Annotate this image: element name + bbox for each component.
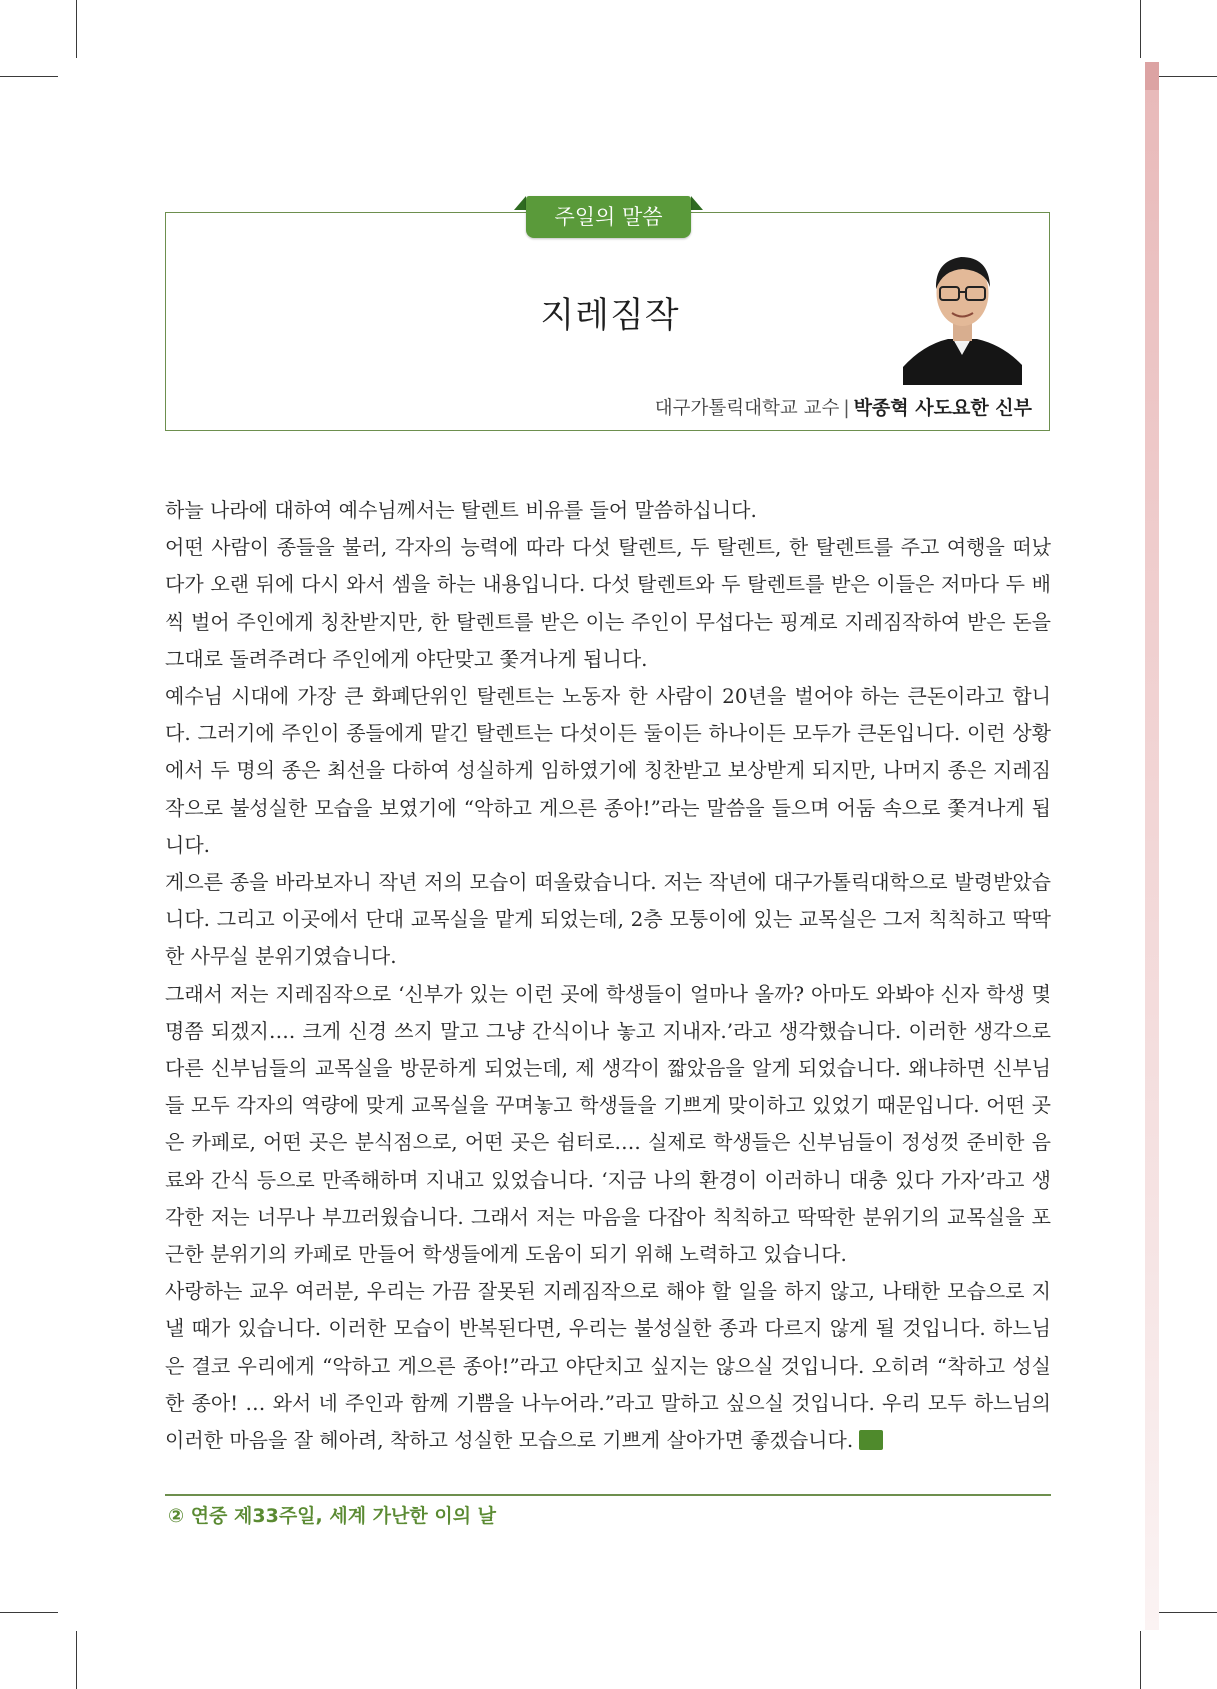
side-color-strip xyxy=(1145,62,1159,1630)
author-line xyxy=(600,393,1032,420)
page-title: 지레짐작 xyxy=(540,296,680,336)
crop-mark xyxy=(76,0,77,58)
crop-mark xyxy=(0,1612,58,1613)
paragraph: 게으른 종을 바라보자니 작년 저의 모습이 떠올랐습니다. 저는 작년에 대구가톨릭대학으로 발령받았습니다. 그리고 이곳에서 단대 교목실을 맡게 되었는데, 2층 모퉁이에 있는 교목실은 그저 칙칙하고 딱딱한 사무실 분위기였습니다. xyxy=(165,870,1051,969)
end-mark-icon xyxy=(859,1430,883,1450)
paragraph-text: 사랑하는 교우 여러분, 우리는 가끔 잘못된 지레짐작으로 해야 할 일을 하지 않고, 나태한 모습으로 지낼 때가 있습니다. 이러한 모습이 반복된다면, 우리는 불성실한 종과 다르지 않게 될 것입니다. 하느님은 결코 우리에게 “악하고 게으른 종아!”라고 야단치고 싶지는 않으실 것입니다. 오히려 “착하고 성실한 종아! … 와서 네 주인과 함께 기쁨을 나누어라.”라고 말하고 싶으실 것입니다. 우리 모두 하느님의 이러한 마음을 잘 헤아려, 착하고 성실한 모습으로 기쁘게 살아가면 좋겠습니다. xyxy=(165,1279,1051,1453)
author-photo xyxy=(903,237,1022,385)
crop-mark xyxy=(1140,1631,1141,1689)
section-label: 주일의 말씀 xyxy=(526,196,691,238)
article-body xyxy=(165,492,1051,1459)
paragraph: 그래서 저는 지레짐작으로 ‘신부가 있는 이런 곳에 학생들이 얼마나 올까? 아마도 와봐야 신자 학생 몇 명쯤 되겠지…. 크게 신경 쓰지 말고 그냥 간식이나 놓고 지내자.’라고 생각했습니다. 이러한 생각으로 다른 신부님들의 교목실을 방문하게 되었는데, 제 생각이 짧았음을 알게 되었습니다. 왜냐하면 신부님들 모두 각자의 역량에 맞게 교목실을 꾸며놓고 학생들을 기쁘게 맞이하고 있었기 때문입니다. 어떤 곳은 카페로, 어떤 곳은 분식점으로, 어떤 곳은 쉼터로…. 실제로 학생들은 신부님들이 정성껏 준비한 음료와 간식 등으로 만족해하며 지내고 있었습니다. ‘지금 나의 환경이 이러하니 대충 있다 가자’라고 생각한 저는 너무나 부끄러웠습니다. 그래서 저는 마음을 다잡아 칙칙하고 딱딱한 분위기의 교목실을 포근한 분위기의 카페로 만들어 학생들에게 도움이 되기 위해 노력하고 있습니다. xyxy=(165,981,1051,1267)
crop-mark xyxy=(76,1631,77,1689)
tab-ear xyxy=(691,196,703,210)
footer-divider xyxy=(165,1494,1051,1496)
paragraph: 하늘 나라에 대하여 예수님께서는 탈렌트 비유를 들어 말씀하십니다. xyxy=(165,498,757,522)
crop-mark xyxy=(0,76,58,77)
author-name: 박종혁 사도요한 신부 xyxy=(853,397,1032,419)
paragraph: 예수님 시대에 가장 큰 화폐단위인 탈렌트는 노동자 한 사람이 20년을 벌어야 하는 큰돈이라고 합니다. 그러기에 주인이 종들에게 맡긴 탈렌트는 다섯이든 둘이든 하나이든 모두가 큰돈입니다. 이런 상황에서 두 명의 종은 최선을 다하여 성실하게 임하였기에 칭찬받고 보상받게 되지만, 나머지 종은 지레짐작으로 불성실한 모습을 보였기에 “악하고 게으른 종아!”라는 말씀을 들으며 어둠 속으로 쫓겨나게 됩니다. xyxy=(165,684,1051,857)
footer-caption: ② 연중 제33주일, 세계 가난한 이의 날 xyxy=(168,1505,497,1527)
separator: | xyxy=(843,398,850,419)
paragraph: 어떤 사람이 종들을 불러, 각자의 능력에 따라 다섯 탈렌트, 두 탈렌트, 한 탈렌트를 주고 여행을 떠났다가 오랜 뒤에 다시 와서 셈을 하는 내용입니다. 다섯 탈렌트와 두 탈렌트를 받은 이들은 저마다 두 배씩 벌어 주인에게 칭찬받지만, 한 탈렌트를 받은 이는 주인이 무섭다는 핑계로 지레짐작하여 받은 돈을 그대로 돌려주려다 주인에게 야단맞고 쫓겨나게 됩니다. xyxy=(165,535,1051,671)
last-paragraph xyxy=(165,1273,1051,1459)
affiliation-text: 대구가톨릭대학교 교수 xyxy=(654,398,840,419)
crop-mark xyxy=(1159,76,1217,77)
tab-ear xyxy=(514,196,526,210)
crop-mark xyxy=(1159,1612,1217,1613)
crop-mark xyxy=(1140,0,1141,58)
